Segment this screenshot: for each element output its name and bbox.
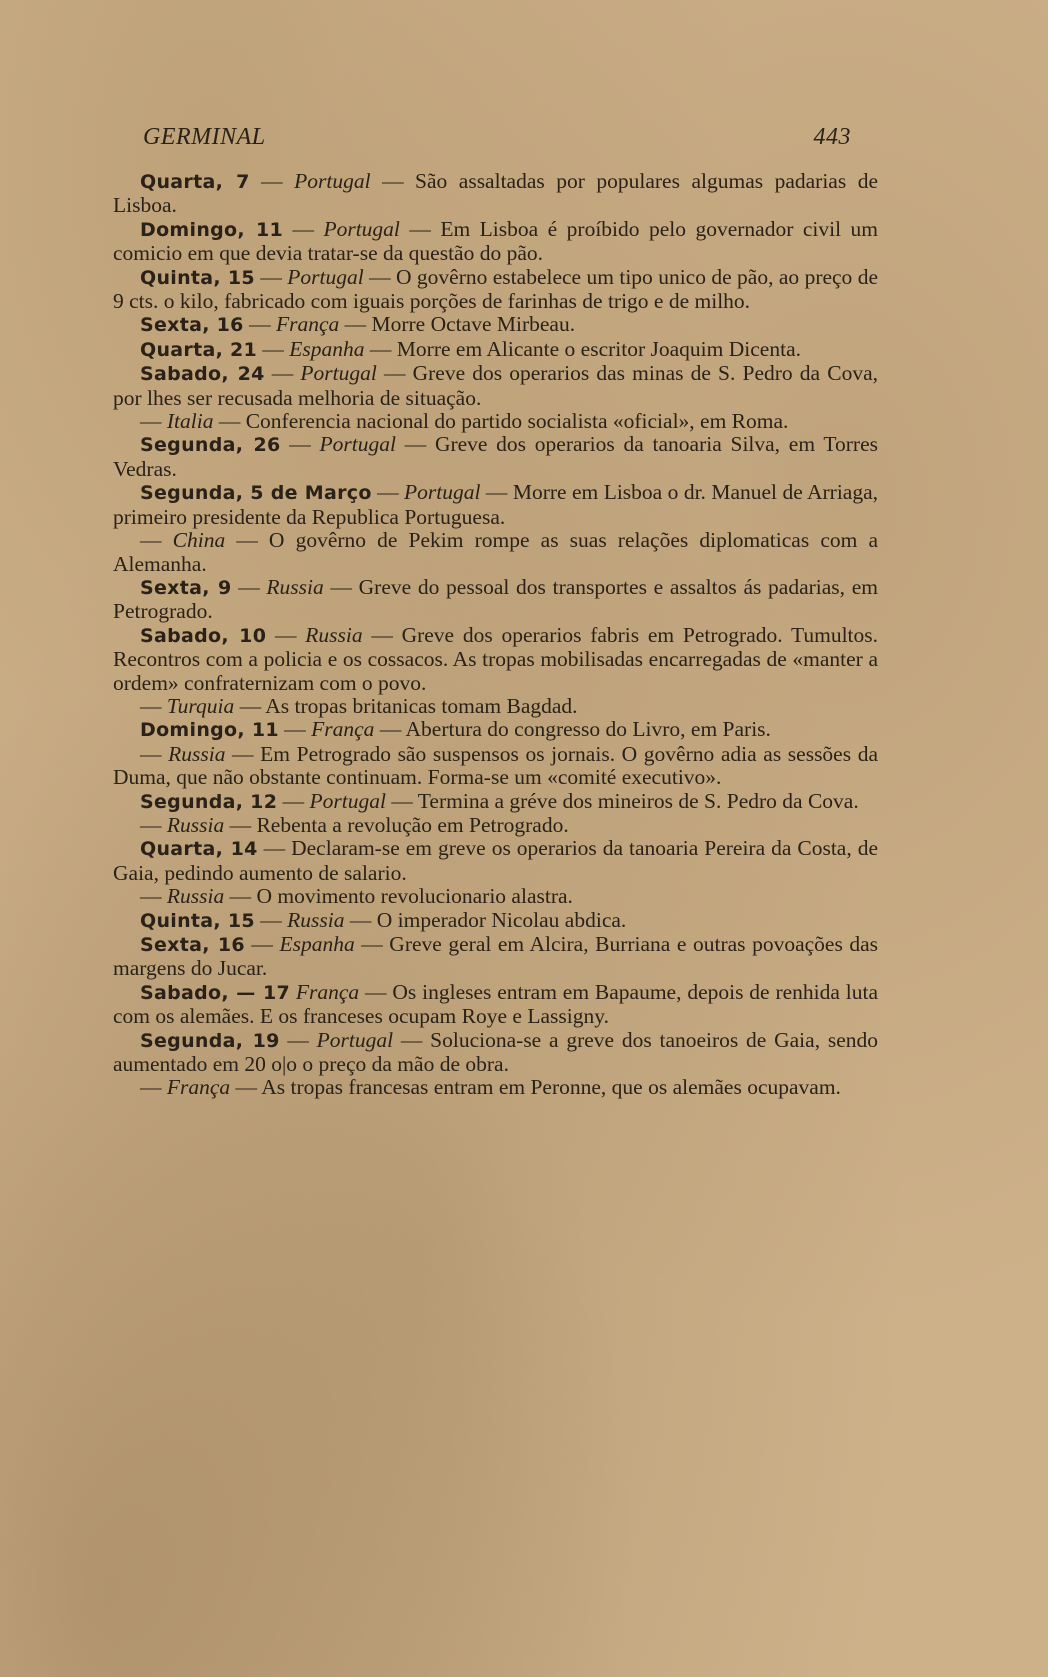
entry-separator: —: [371, 480, 405, 505]
chronology-entry: [113, 529, 878, 576]
chronology-entry: [113, 933, 878, 981]
entry-date: Quarta, 14: [140, 838, 258, 861]
entry-place: Portugal: [323, 216, 400, 241]
entry-text: — Greve dos operarios da tanoaria Silva, em Torres Vedras.: [113, 432, 878, 481]
entry-text: — Em Petrogrado são suspensos os jornais. O govêrno adia as sessões da Duma, que não obstante continuam. Forma-se um «comité executivo».: [113, 741, 878, 790]
entry-date: Quinta, 15: [140, 909, 255, 932]
entry-separator: —: [140, 409, 167, 434]
chronology-entry: [113, 695, 878, 718]
chronology-entry: [113, 837, 878, 885]
chronology-entry: [113, 170, 878, 218]
entry-text: — Greve do pessoal dos transportes e assaltos ás padarias, em Petrogrado.: [113, 574, 879, 624]
entry-place: França: [275, 312, 340, 337]
entry-place: Portugal: [300, 361, 377, 386]
entry-separator: —: [140, 1075, 167, 1100]
chronology-entry: [113, 481, 878, 529]
entry-separator: —: [249, 169, 295, 193]
running-header: [143, 124, 851, 151]
entry-text: — As tropas francesas entram em Peronne, que os alemães ocupavam.: [230, 1075, 841, 1100]
chronology-entry: [113, 1076, 878, 1099]
entry-place: Portugal: [316, 1027, 394, 1052]
entry-date: Sexta, 16: [140, 314, 244, 337]
entry-place: Espanha: [279, 932, 355, 956]
running-title: GERMINAL: [143, 124, 266, 150]
entry-separator: —: [140, 741, 169, 766]
entry-text: — Morre em Lisboa o dr. Manuel de Arriaga, primeiro presidente da Republica Portuguesa.: [113, 480, 879, 529]
entry-date: Quarta, 7: [140, 171, 250, 193]
entry-separator: —: [140, 528, 173, 553]
entry-separator: —: [254, 907, 288, 932]
entry-text: — Os ingleses entram em Bapaume, depois de renhida luta com os alemães. E os franceses ocupam Roye e Lassigny.: [113, 979, 879, 1029]
entry-separator: —: [264, 361, 301, 386]
entry-text: — Greve dos operarios das minas de S. Pedro da Cova, por lhes ser recusada melhoria de situação.: [113, 361, 878, 410]
entry-place: Russia: [166, 812, 225, 837]
chronology-entry: [113, 362, 878, 410]
entry-date: Quarta, 21: [140, 338, 258, 361]
entry-place: Russia: [266, 574, 324, 599]
entry-text: — Declaram-se em greve os operarios da tanoaria Pereira da Costa, de Gaia, pedindo aumento de salario.: [113, 836, 878, 885]
entry-place: Portugal: [319, 432, 396, 457]
entry-place: Portugal: [294, 169, 371, 193]
entry-text: — São assaltadas por populares algumas padarias de Lisboa.: [113, 169, 878, 218]
entry-place: Espanha: [289, 336, 365, 361]
entry-place: Turquia: [166, 693, 235, 718]
entry-place: França: [311, 717, 375, 742]
entry-place: Russia: [287, 907, 345, 932]
entry-text: — As tropas britanicas tomam Bagdad.: [234, 693, 578, 718]
entry-place: Russia: [305, 622, 363, 647]
entry-separator: —: [140, 693, 167, 718]
entry-text: — Em Lisboa é proíbido pelo governador civil um comicio em que devia tratar-se da questão do pão.: [113, 216, 878, 266]
chronology-entry: [113, 814, 878, 837]
entry-place: China: [172, 528, 226, 553]
entry-date: Segunda, 12: [140, 790, 278, 813]
entry-text: — Rebenta a revolução em Petrogrado.: [224, 812, 569, 837]
entry-separator: —: [282, 216, 324, 241]
entry-separator: —: [254, 264, 288, 289]
entry-place: Russia: [168, 741, 226, 766]
entry-date: Sabado, 24: [140, 363, 265, 386]
entry-separator: —: [278, 717, 312, 742]
entry-place: Russia: [166, 884, 225, 909]
chronology-entry: [113, 266, 878, 314]
entry-date: Sabado, 10: [140, 624, 267, 647]
chronology-entry: [113, 313, 878, 337]
chronology-entry: [113, 909, 878, 933]
page-number: 443: [813, 124, 851, 150]
entry-place: Portugal: [404, 480, 481, 505]
entry-date: Segunda, 19: [140, 1029, 280, 1052]
chronology-entry: [113, 433, 878, 481]
entry-separator: —: [140, 812, 167, 837]
entry-text: — O movimento revolucionario alastra.: [224, 884, 573, 909]
entry-separator: —: [257, 336, 290, 361]
entry-text: — Greve dos operarios fabris em Petrogrado. Tumultos. Recontros com a policia e os cossacos. As tropas mobilisadas encarregadas de «manter a ordem» confraternizam com o povo.: [113, 622, 879, 695]
entry-separator: —: [280, 432, 320, 457]
entry-separator: —: [277, 788, 310, 813]
chronology-entry: [113, 718, 878, 742]
entry-text: — O govêrno estabelece um tipo unico de pão, ao preço de 9 cts. o kilo, fabricado com iguais porções de farinhas de trigo e de milho.: [113, 264, 879, 314]
chronology-list: [113, 170, 878, 1100]
entry-place: França: [166, 1075, 231, 1100]
chronology-entry: [113, 338, 878, 362]
chronology-entry: [113, 410, 878, 433]
entry-place: França: [295, 979, 360, 1004]
entry-text: — O govêrno de Pekim rompe as suas relações diplomaticas com a Alemanha.: [113, 528, 878, 576]
entry-text: — Abertura do congresso do Livro, em Paris.: [374, 717, 771, 742]
entry-date: Domingo, 11: [140, 218, 283, 241]
entry-place: Portugal: [309, 788, 386, 813]
entry-date: Domingo, 11: [140, 719, 279, 742]
entry-separator: —: [266, 622, 306, 647]
chronology-entry: [113, 218, 878, 266]
chronology-entry: [113, 981, 878, 1029]
entry-date: Sexta, 9: [140, 576, 232, 599]
entry-text: — Conferencia nacional do partido socialista «oficial», em Roma.: [213, 409, 789, 434]
entry-text: — Soluciona-se a greve dos tanoeiros de Gaia, sendo aumentado em 20 o|o o preço da mão de obra.: [113, 1027, 879, 1077]
chronology-entry: [113, 885, 878, 908]
chronology-entry: [113, 576, 878, 624]
entry-separator: —: [244, 932, 280, 956]
entry-separator: —: [243, 312, 276, 337]
entry-date: Sabado, — 17: [140, 981, 291, 1004]
entry-date: Quinta, 15: [140, 266, 255, 289]
entry-date: Segunda, 26: [140, 434, 281, 457]
chronology-entry: [113, 743, 878, 790]
entry-text: — Morre em Alicante o escritor Joaquim Dicenta.: [364, 336, 801, 361]
entry-separator: —: [279, 1027, 317, 1052]
entry-date: Sexta, 16: [140, 934, 245, 956]
entry-text: — Greve geral em Alcira, Burriana e outras povoações das margens do Jucar.: [113, 932, 879, 981]
chronology-entry: [113, 790, 878, 814]
entry-separator: —: [231, 574, 267, 599]
entry-place: Portugal: [287, 264, 364, 289]
entry-date: Segunda, 5 de Março: [140, 482, 372, 505]
chronology-entry: [113, 1029, 878, 1077]
entry-place: Italia: [166, 409, 214, 434]
entry-text: — O imperador Nicolau abdica.: [344, 907, 627, 932]
entry-text: — Morre Octave Mirbeau.: [339, 312, 576, 337]
entry-separator: —: [140, 884, 167, 909]
chronology-entry: [113, 624, 878, 695]
entry-text: — Termina a gréve dos mineiros de S. Pedro da Cova.: [385, 788, 859, 813]
